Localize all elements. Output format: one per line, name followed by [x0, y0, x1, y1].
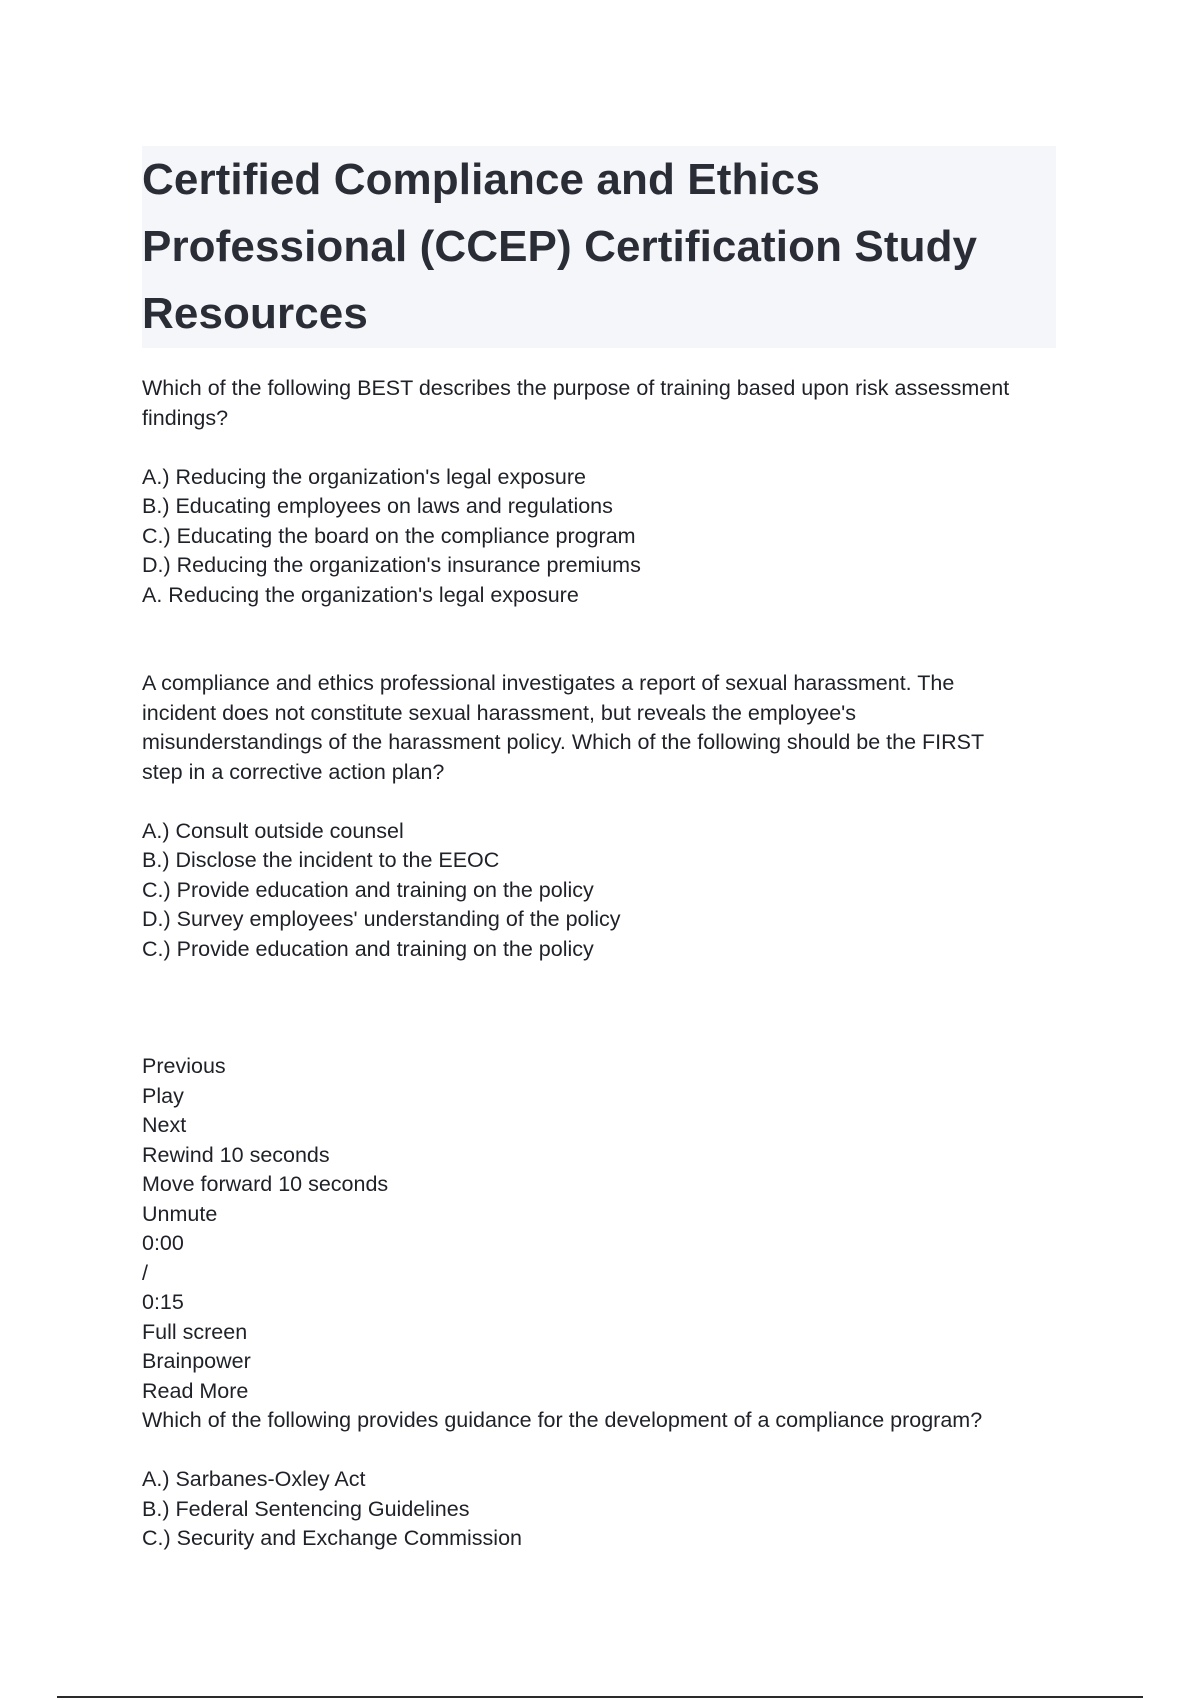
- previous-button[interactable]: Previous: [142, 1054, 226, 1078]
- option-item: B.) Disclose the incident to the EEOC: [142, 848, 500, 872]
- current-time: 0:00: [142, 1231, 184, 1255]
- title-line: Resources: [142, 289, 368, 338]
- options-list: [142, 817, 1062, 965]
- question-text: incident does not constitute sexual harassment, but reveals the employee's: [142, 700, 857, 725]
- option-item: B.) Federal Sentencing Guidelines: [142, 1496, 470, 1521]
- question-text: A compliance and ethics professional investigates a report of sexual harassment. The: [142, 671, 955, 695]
- title-block: [142, 146, 1056, 348]
- question-1: [142, 374, 1062, 610]
- rewind-button[interactable]: Rewind 10 seconds: [142, 1142, 330, 1167]
- duration: 0:15: [142, 1290, 184, 1314]
- question-text: Which of the following provides guidance for the development of a compliance program?: [142, 1408, 983, 1432]
- answer-text: A. Reducing the organization's legal exposure: [142, 582, 579, 607]
- question-3: [142, 1406, 1062, 1554]
- options-list: [142, 463, 1062, 611]
- option-item: C.) Educating the board on the compliance program: [142, 523, 636, 548]
- time-separator: /: [142, 1260, 148, 1285]
- option-item: C.) Provide education and training on the policy: [142, 877, 594, 902]
- question-text: findings?: [142, 405, 229, 430]
- forward-button[interactable]: Move forward 10 seconds: [142, 1172, 389, 1196]
- options-list: [142, 1465, 1062, 1554]
- brand-label: Brainpower: [142, 1349, 251, 1373]
- option-item: A.) Consult outside counsel: [142, 818, 404, 843]
- page-title: [142, 146, 1056, 347]
- option-item: A.) Sarbanes-Oxley Act: [142, 1467, 366, 1491]
- option-item: B.) Educating employees on laws and regulations: [142, 494, 613, 518]
- read-more-link[interactable]: Read More: [142, 1378, 249, 1403]
- title-line: Professional (CCEP) Certification Study: [142, 222, 978, 271]
- question-text: step in a corrective action plan?: [142, 759, 445, 784]
- fullscreen-button[interactable]: Full screen: [142, 1319, 248, 1344]
- next-button[interactable]: Next: [142, 1113, 187, 1137]
- document-body: [142, 374, 1062, 1554]
- option-item: A.) Reducing the organization's legal exposure: [142, 464, 586, 489]
- play-button[interactable]: Play: [142, 1083, 184, 1108]
- footer-divider: [57, 1696, 1143, 1698]
- question-text: Which of the following BEST describes the purpose of training based upon risk assessment: [142, 376, 1010, 400]
- option-item: D.) Survey employees' understanding of the policy: [142, 907, 621, 931]
- option-item: D.) Reducing the organization's insurance premiums: [142, 553, 641, 577]
- question-2: [142, 669, 1062, 964]
- title-line: Certified Compliance and Ethics: [142, 155, 820, 204]
- answer-text: C.) Provide education and training on the policy: [142, 936, 594, 961]
- question-text: misunderstandings of the harassment policy. Which of the following should be the FIRST: [142, 730, 985, 754]
- option-item: C.) Security and Exchange Commission: [142, 1526, 522, 1550]
- video-player: [142, 1052, 1062, 1406]
- unmute-button[interactable]: Unmute: [142, 1201, 218, 1226]
